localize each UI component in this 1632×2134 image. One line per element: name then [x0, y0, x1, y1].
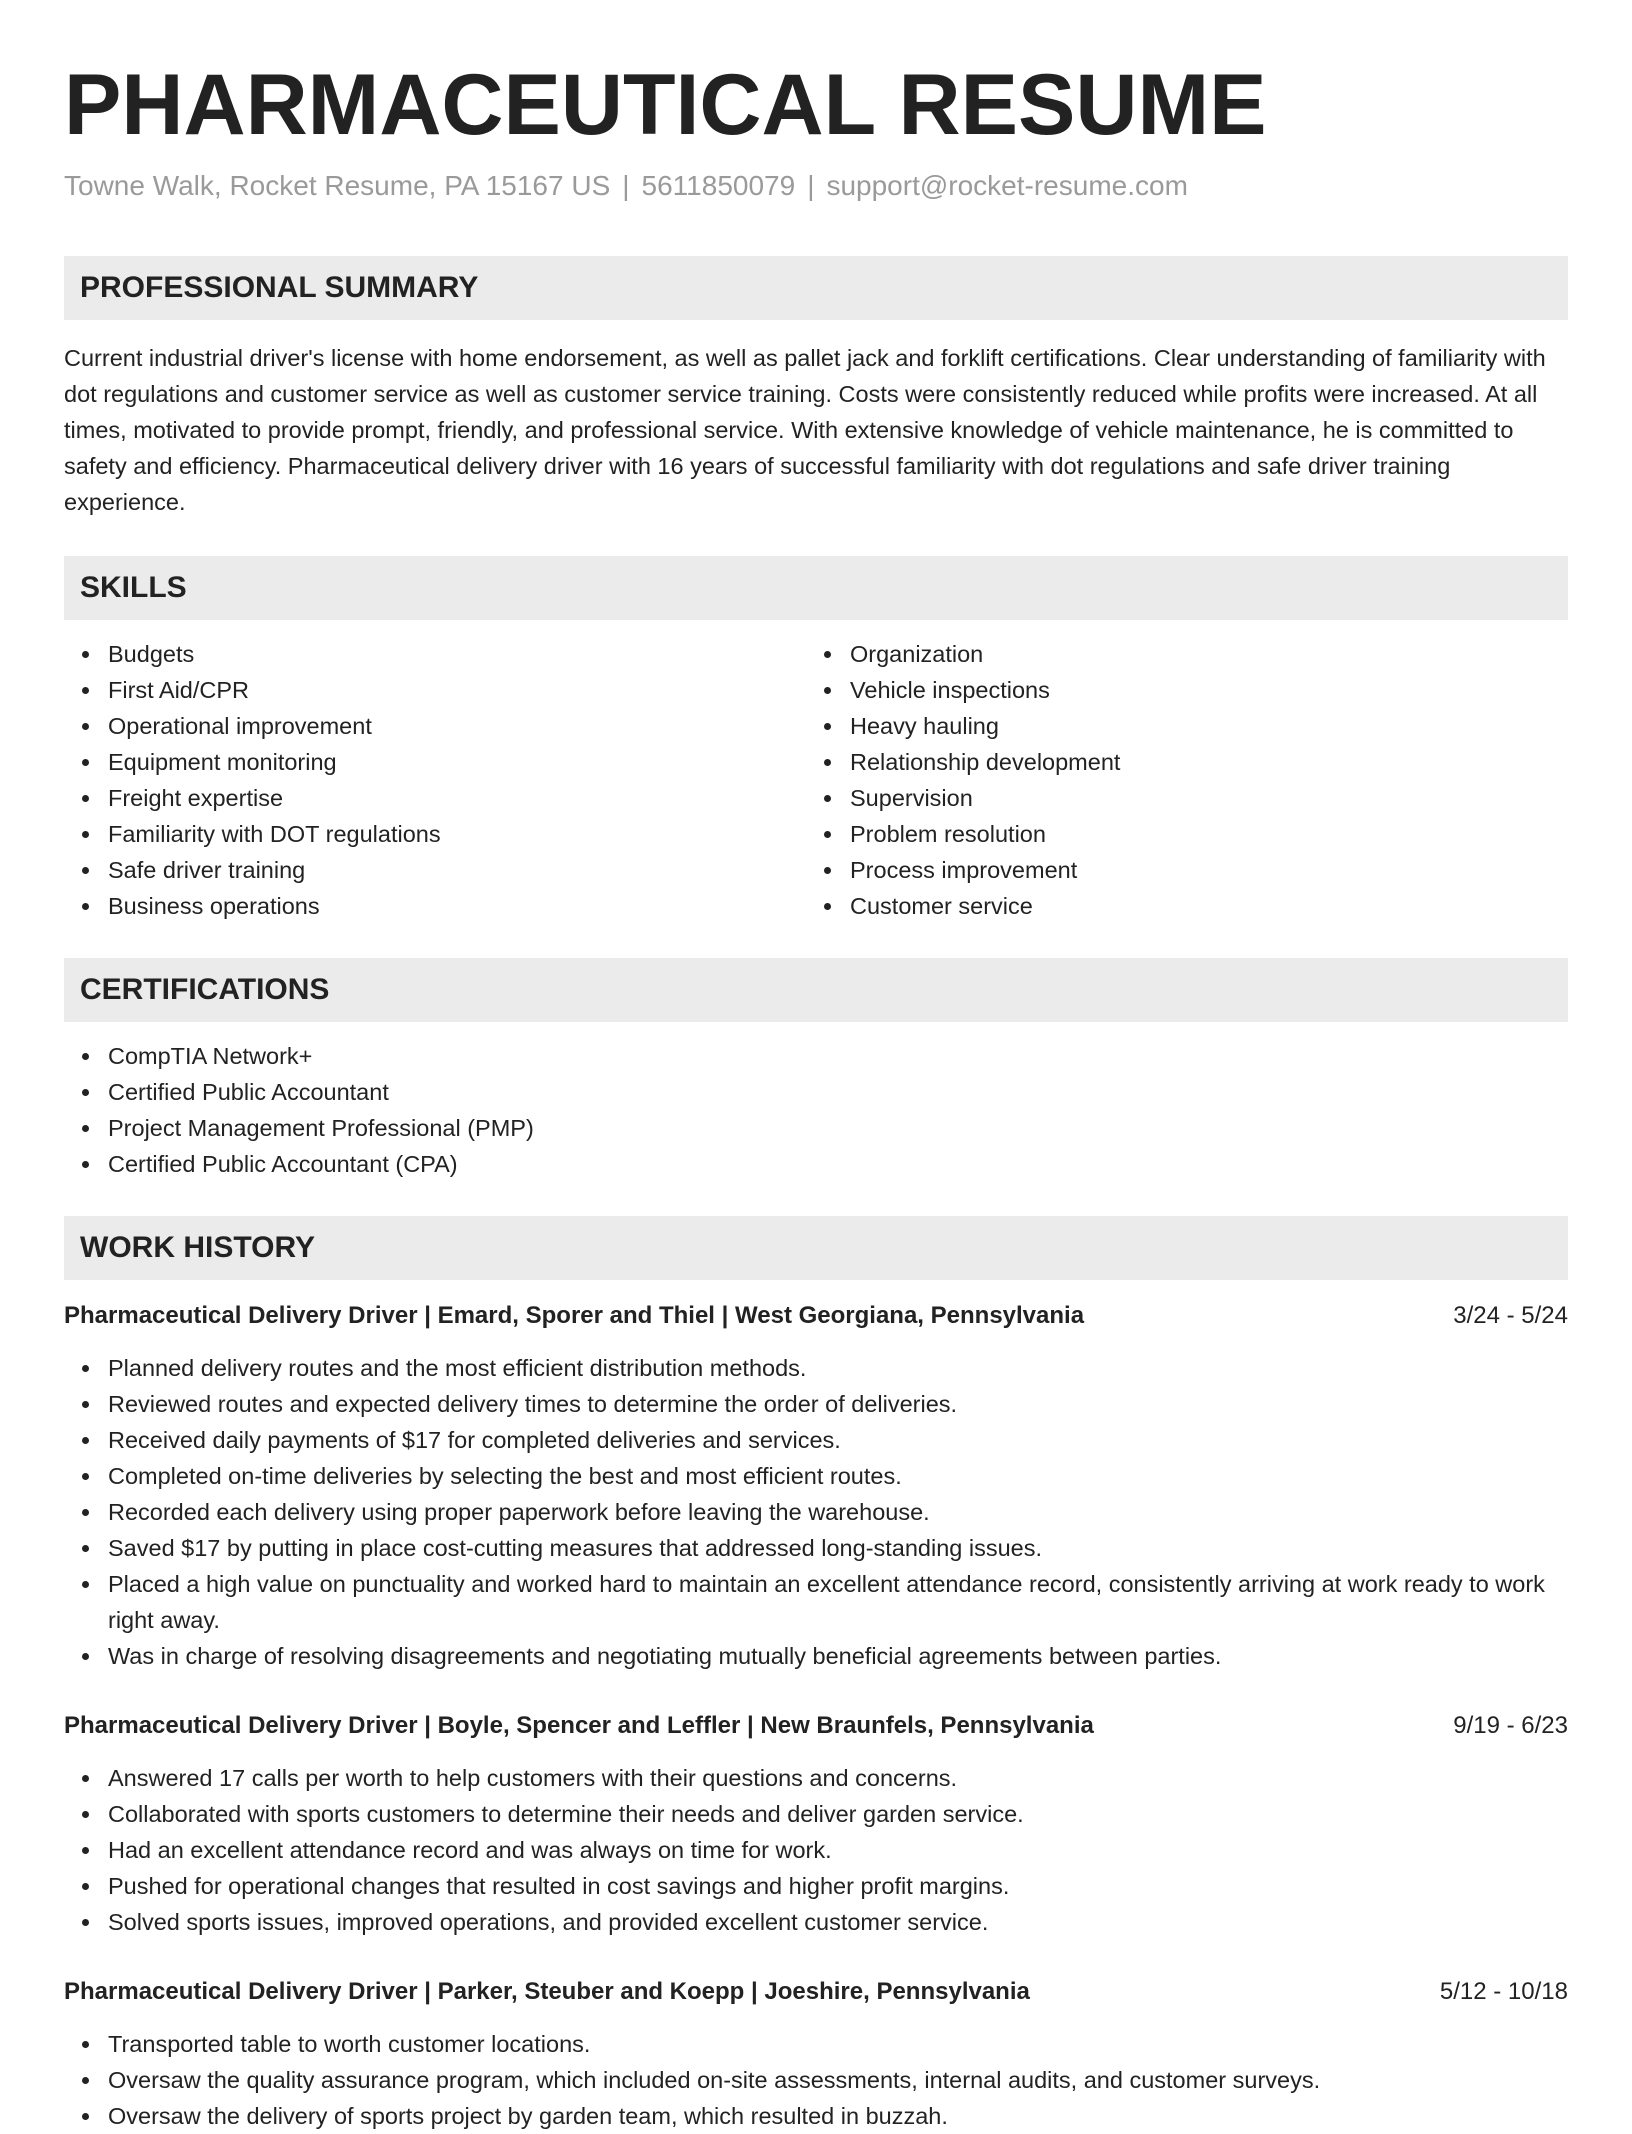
job-entry: [64, 1298, 1568, 1674]
job-bullet: Pushed for operational changes that resulted in cost savings and higher profit margins.: [108, 1868, 1568, 1904]
skills-columns: [64, 636, 1568, 924]
skill-item: Heavy hauling: [850, 708, 1548, 744]
job-header: [64, 1708, 1568, 1744]
job-bullet: Completed on-time deliveries by selecting the best and most efficient routes.: [108, 1458, 1568, 1494]
section-header-certifications: CERTIFICATIONS: [64, 958, 1568, 1022]
skill-item: Freight expertise: [108, 780, 806, 816]
skill-item: Vehicle inspections: [850, 672, 1548, 708]
contact-separator: |: [622, 170, 630, 201]
skills-list-right: [806, 636, 1548, 924]
skill-item: Supervision: [850, 780, 1548, 816]
skill-item: First Aid/CPR: [108, 672, 806, 708]
certification-item: CompTIA Network+: [108, 1038, 1568, 1074]
skills-column-left: [64, 636, 806, 924]
contact-email: support@rocket-resume.com: [826, 170, 1188, 201]
section-header-summary: PROFESSIONAL SUMMARY: [64, 256, 1568, 320]
resume-title: PHARMACEUTICAL RESUME: [64, 57, 1267, 153]
job-bullet: Saved $17 by putting in place cost-cutting measures that addressed long-standing issues.: [108, 1530, 1568, 1566]
certification-item: Certified Public Accountant: [108, 1074, 1568, 1110]
job-header: [64, 1974, 1568, 2010]
summary-text: Current industrial driver's license with home endorsement, as well as pallet jack and forklift certifications. Clear understanding of familiarity with dot regulations and customer service as well as customer service training. Costs were consistently reduced while profits were increased. At all times, motivated to provide prompt, friendly, and professional service. With extensive knowledge of vehicle maintenance, he is committed to safety and efficiency. Pharmaceutical delivery driver with 16 years of successful familiarity with dot regulations and safe driver training experience.: [64, 345, 1546, 515]
section-header-skills: SKILLS: [64, 556, 1568, 620]
contact-line: [64, 168, 1568, 204]
job-bullet: Placed a high value on punctuality and worked hard to maintain an excellent attendance record, consistently arriving at work ready to work right away.: [108, 1566, 1568, 1638]
job-dates: 5/12 - 10/18: [1439, 1978, 1568, 2005]
skill-item: Organization: [850, 636, 1548, 672]
job-bullet: Recorded each delivery using proper paperwork before leaving the warehouse.: [108, 1494, 1568, 1530]
job-bullet: Received daily payments of $17 for completed deliveries and services.: [108, 1422, 1568, 1458]
job-dates: 3/24 - 5/24: [1453, 1302, 1568, 1329]
certification-item: Certified Public Accountant (CPA): [108, 1146, 1568, 1182]
skills-list-left: [64, 636, 806, 924]
job-bullet: Answered 17 calls per worth to help customers with their questions and concerns.: [108, 1760, 1568, 1796]
resume-page: [64, 0, 1568, 2134]
job-header: [64, 1298, 1568, 1334]
skill-item: Business operations: [108, 888, 806, 924]
job-dates: 9/19 - 6/23: [1453, 1712, 1568, 1739]
skill-item: Operational improvement: [108, 708, 806, 744]
skill-item: Problem resolution: [850, 816, 1548, 852]
job-bullet: Collaborated with sports customers to determine their needs and deliver garden service.: [108, 1796, 1568, 1832]
certification-item: Project Management Professional (PMP): [108, 1110, 1568, 1146]
job-title: Pharmaceutical Delivery Driver | Boyle, Spencer and Leffler | New Braunfels, Pennsylvania: [64, 1712, 1094, 1739]
job-bullet: Reviewed routes and expected delivery times to determine the order of deliveries.: [108, 1386, 1568, 1422]
job-bullets: [64, 1760, 1568, 1940]
job-entry: [64, 1708, 1568, 1940]
job-title: Pharmaceutical Delivery Driver | Emard, Sporer and Thiel | West Georgiana, Pennsylvania: [64, 1302, 1085, 1329]
work-history-list: [64, 1298, 1568, 2134]
job-bullets: [64, 2026, 1568, 2134]
job-entry: [64, 1974, 1568, 2134]
job-bullet: Transported table to worth customer locations.: [108, 2026, 1568, 2062]
skills-column-right: [806, 636, 1548, 924]
job-bullet: Oversaw the delivery of sports project by garden team, which resulted in buzzah.: [108, 2098, 1568, 2134]
job-bullets: [64, 1350, 1568, 1674]
job-bullet: Had an excellent attendance record and was always on time for work.: [108, 1832, 1568, 1868]
skill-item: Equipment monitoring: [108, 744, 806, 780]
contact-separator: |: [807, 170, 815, 201]
contact-phone: 5611850079: [641, 170, 796, 201]
skill-item: Process improvement: [850, 852, 1548, 888]
skill-item: Customer service: [850, 888, 1548, 924]
skill-item: Relationship development: [850, 744, 1548, 780]
job-bullet: Oversaw the quality assurance program, which included on-site assessments, internal audits, and customer surveys.: [108, 2062, 1568, 2098]
certifications-list: [64, 1038, 1568, 1182]
contact-address: Towne Walk, Rocket Resume, PA 15167 US: [64, 170, 611, 201]
skill-item: Budgets: [108, 636, 806, 672]
job-bullet: Solved sports issues, improved operations, and provided excellent customer service.: [108, 1904, 1568, 1940]
job-bullet: Planned delivery routes and the most efficient distribution methods.: [108, 1350, 1568, 1386]
skill-item: Familiarity with DOT regulations: [108, 816, 806, 852]
job-bullet: Was in charge of resolving disagreements and negotiating mutually beneficial agreements between parties.: [108, 1638, 1568, 1674]
section-header-work-history: WORK HISTORY: [64, 1216, 1568, 1280]
skill-item: Safe driver training: [108, 852, 806, 888]
job-title: Pharmaceutical Delivery Driver | Parker, Steuber and Koepp | Joeshire, Pennsylvania: [64, 1978, 1030, 2005]
